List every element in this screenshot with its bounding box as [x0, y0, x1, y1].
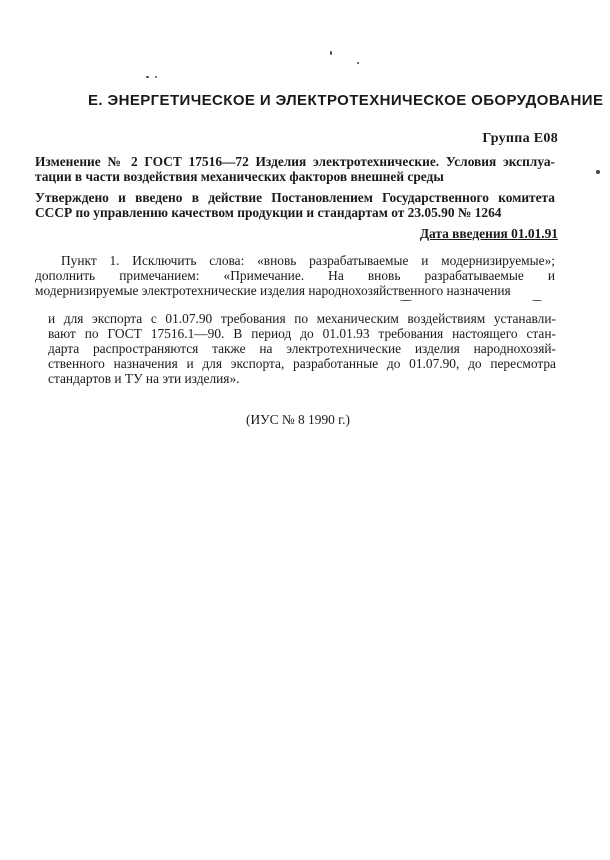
change-notice-line: тации в части воздействия механических факторов внешней среды: [35, 169, 444, 184]
scan-speck: [146, 76, 149, 78]
approval-statement: [35, 190, 555, 220]
paragraph-line: дополнить примечанием: «Примечание. На вновь разрабатываемые и: [35, 268, 555, 283]
effective-date: Дата введения 01.01.91: [419, 226, 558, 241]
amendment-paragraph-1: [35, 253, 555, 298]
amendment-paragraph-2: [48, 311, 556, 386]
scan-speck: [330, 51, 332, 55]
scan-speck: [532, 300, 542, 301]
section-title: Е. ЭНЕРГЕТИЧЕСКОЕ И ЭЛЕКТРОТЕХНИЧЕСКОЕ ОБОРУДОВАНИЕ: [88, 92, 604, 109]
change-notice-line: Изменение № 2 ГОСТ 17516—72 Изделия электротехнические. Условия эксплуа-: [35, 154, 555, 169]
paragraph-line: Пункт 1. Исключить слова: «вновь разрабатываемые и модернизируемые»;: [61, 253, 555, 268]
paragraph-line: дарта распространяются также на электротехнические изделия народнохозяй-: [48, 341, 556, 356]
change-notice: [35, 154, 555, 184]
scan-speck: [400, 300, 412, 301]
group-code: Группа Е08: [482, 131, 558, 146]
paragraph-line: и для экспорта с 01.07.90 требования по механическим воздействиям устанавли-: [48, 311, 556, 326]
paragraph-line: стандартов и ТУ на эти изделия».: [48, 371, 240, 386]
scan-speck: [596, 170, 600, 174]
approval-line: СССР по управлению качеством продукции и стандартам от 23.05.90 № 1264: [35, 205, 502, 220]
paragraph-line: вают по ГОСТ 17516.1—90. В период до 01.01.93 требования настоящего стан-: [48, 326, 556, 341]
paragraph-line: модернизируемые электротехнические изделия народнохозяйственного назначения: [35, 283, 511, 298]
paragraph-line: ственного назначения и для экспорта, разработанные до 01.07.90, до пересмотра: [48, 356, 556, 371]
scan-speck: [357, 62, 359, 64]
scan-speck: [155, 76, 157, 78]
source-citation: (ИУС № 8 1990 г.): [246, 412, 350, 427]
approval-line: Утверждено и введено в действие Постановлением Государственного комитета: [35, 190, 555, 205]
